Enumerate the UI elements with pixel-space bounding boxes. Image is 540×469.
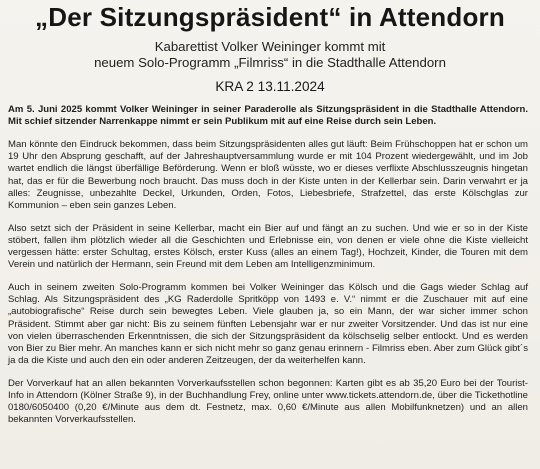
headline: „Der Sitzungspräsident“ in Attendorn [35,2,505,32]
source-date-line: KRA 2 13.11.2024 [215,79,325,94]
ticket-info-paragraph: Der Vorverkauf hat an allen bekannten Vorverkaufsstellen schon begonnen: Karten gibt es ab 35,20 Euro bei der Tourist-Info in Attendorn (Kölner Straße 9), in der Buchhandlung Frey, online unter www.tickets.attendorn.de, über die Tickethotline 0180/6050400 (0,20 €/Minute aus dem dt. Festnetz, max. 0,60 €/Minute aus allen Mobilfunknetzen) und an allen bekannten Vorverkaufsstellen. [8,377,528,426]
article-body [8,104,528,437]
body-paragraph: Man könnte den Eindruck bekommen, dass beim Sitzungspräsidenten alles gut läuft: Beim Frühschoppen hat er schon um 19 Uhr den Absprung geschafft, auf der Jahreshauptversammlung wurde er mit 104 Prozent wiedergewählt, und im Job wartet endlich die längst überfällige Beförderung. Wenn er bloß wüsste, wo er dieses verflixte Abschlusszeugnis hingetan hat, das er für die Bewerbung noch braucht. Das muss doch in der Kiste unten in der Kellerbar sein. Darin verwahrt er ja alles: Zeugnisse, unbezahlte Deckel, Urkunden, Orden, Fotos, Liebesbriefe, Strafzettel, das erste Kölschglas zur Kommunion – eben sein ganzes Leben. [8,138,528,211]
subheadline-line-2: neuem Solo-Programm „Filmriss“ in die Stadthalle Attendorn [94,55,446,70]
body-paragraph: Also setzt sich der Präsident in seine Kellerbar, macht ein Bier auf und fängt an zu suchen. Und wie er so in der Kiste stöbert, fallen ihm plötzlich wieder all die Geschichten und Erlebnisse ein, von denen er viele ohne die Kiste vielleicht vergessen hätte: erster Schultag, erstes Kölsch, erster Kuss (alles an einem Tag!), Hochzeit, Kinder, die Touren mit dem Verein und natürlich der Hermann, sein Freund mit dem Leben am Intelligenzminimum. [8,222,528,271]
lead-paragraph: Am 5. Juni 2025 kommt Volker Weininger in seiner Paraderolle als Sitzungspräsident in die Stadthalle Attendorn. Mit schief sitzender Narrenkappe nimmt er sein Publikum mit auf eine Reise durch sein Leben. [8,104,528,128]
subheadline-line-1: Kabarettist Volker Weininger kommt mit [154,39,386,54]
body-paragraph: Auch in seinem zweiten Solo-Programm kommen bei Volker Weininger das Kölsch und die Gags wieder Schlag auf Schlag. Als Sitzungspräsident des „KG Raderdolle Spritköpp von 1493 e. V.“ nimmt er die Zuschauer mit auf eine „autobiografische“ Reise durch sein bewegtes Leben. Viele glauben ja, so ein Mann, der war sicher immer schon Präsident. Stimmt aber gar nicht: Bis zu seinem fünften Lebensjahr war er nur zweiter Vorsitzender. Und das ist nur eine von vielen überraschenden Erkenntnissen, die sich der Sitzungspräsident da kölschselig selber entlockt. Und es werden von Bier zu Bier mehr. An manches kann er sich nicht mehr so ganz genau erinnern - Filmriss eben. Aber zum Glück gibt´s ja da die Kiste und auch den ein oder anderen Zeitzeugen, der da weiterhelfen kann. [8,281,528,367]
